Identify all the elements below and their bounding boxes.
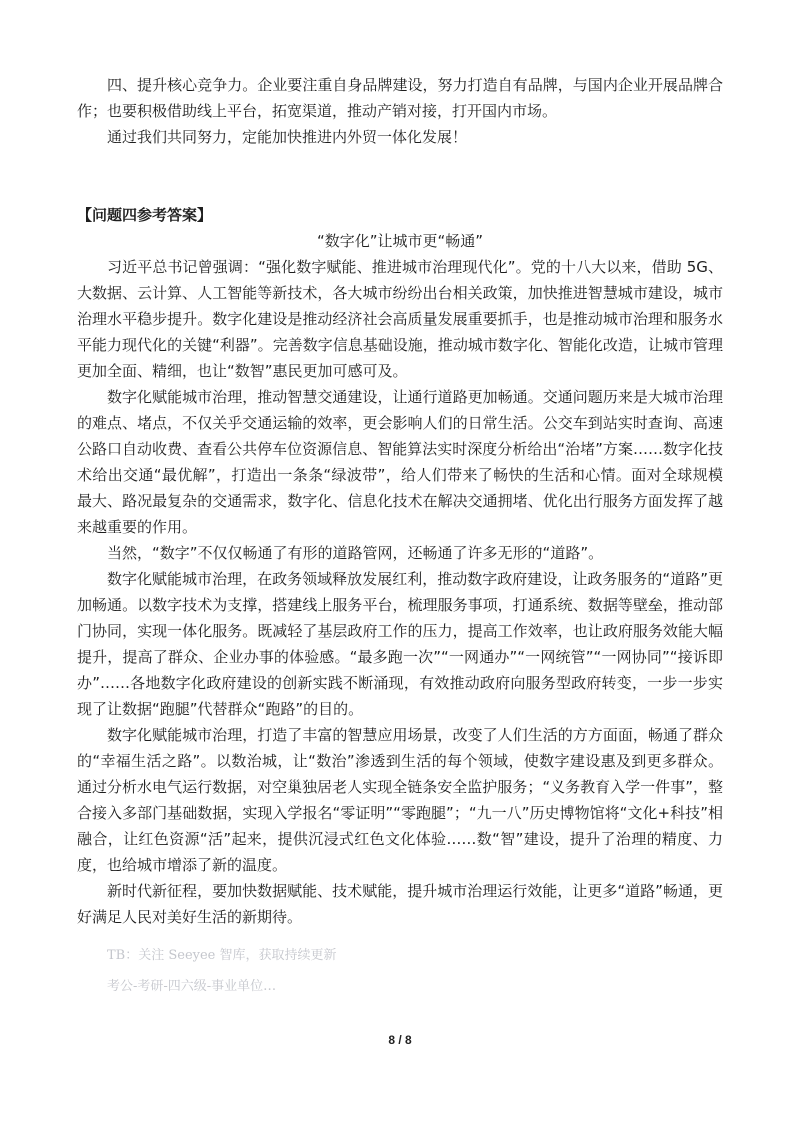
body-paragraph: 新时代新征程，要加快数据赋能、技术赋能，提升城市治理运行效能，让更多“道路”畅通，更好满足人民对美好生活的新期待。	[77, 882, 723, 926]
footer-note: 考公-考研-四六级-事业单位…	[107, 979, 277, 994]
article-title: “数字化”让城市更“畅通”	[316, 232, 484, 250]
intro-paragraph: 四、提升核心竞争力。企业要注重自身品牌建设，努力打造自有品牌，与国内企业开展品牌合作；也要积极借助线上平台，拓宽渠道，推动产销对接，打开国内市场。	[77, 76, 723, 120]
footer-notes	[0, 700, 800, 1000]
page-number: 8 / 8	[388, 1033, 412, 1047]
body-paragraph: 数字化赋能城市治理，推动智慧交通建设，让通行道路更加畅通。交通问题历来是大城市治理的难点、堵点，不仅关乎交通运输的效率，更会影响人们的日常生活。公交车到站实时查询、高速公路口自动收费、查看公共停车位资源信息、智能算法实时深度分析给出“治堵”方案……数字化技术给出交通“最优解”，打造出一条条“绿波带”，给人们带来了畅快的生活和心情。面对全球规模最大、路况最复杂的交通需求，数字化、信息化技术在解决交通拥堵、优化出行服务方面发挥了越来越重要的作用。	[77, 388, 723, 536]
footer-note: TB：关注 Seeyee 智库，获取持续更新	[107, 948, 337, 963]
body-paragraph: 当然，“数字”不仅仅畅通了有形的道路管网，还畅通了许多无形的“道路”。	[107, 544, 604, 562]
spacer	[77, 150, 723, 200]
body-paragraph: 数字化赋能城市治理，打造了丰富的智慧应用场景，改变了人们生活的方方面面，畅通了群众的“幸福生活之路”。以数治城，让“数治”渗透到生活的每个领域，使数字建设惠及到更多群众。通过分析水电气运行数据，对空巢独居老人实现全链条安全监护服务；“义务教育入学一件事”，整合接入多部门基础数据，实现入学报名“零证明”“零跑腿”；“九一八”历史博物馆将“文化+科技”相融合，让红色资源“活”起来，提供沉浸式红色文化体验……数“智”建设，提升了治理的精度、力度，也给城市增添了新的温度。	[77, 726, 723, 874]
section-title: 【问题四参考答案】	[77, 206, 213, 224]
body-paragraph: 数字化赋能城市治理，在政务领域释放发展红利，推动数字政府建设，让政务服务的“道路”更加畅通。以数字技术为支撑，搭建线上服务平台，梳理服务事项，打通系统、数据等壁垒，推动部门协同，实现一体化服务。既减轻了基层政府工作的压力，提高工作效率，也让政府服务效能大幅提升，提高了群众、企业办事的体验感。“最多跑一次”“一网通办”“一网统管”“一网协同”“接诉即办”……各地数字化政府建设的创新实践不断涌现，有效推动政府向服务型政府转变，一步一步实现了让数据“跑腿”代替群众“跑路”的目的。	[77, 570, 723, 718]
intro-paragraph: 通过我们共同努力，定能加快推进内外贸一体化发展！	[107, 128, 468, 146]
body-paragraph: 习近平总书记曾强调：“强化数字赋能、推进城市治理现代化”。党的十八大以来，借助 5G、大数据、云计算、人工智能等新技术，各大城市纷纷出台相关政策，加快推进智慧城市建设，城市治理水平稳步提升。数字化建设是推动经济社会高质量发展重要抓手，也是推动城市治理和服务水平能力现代化的关键“利器”。完善数字信息基础设施，推动城市数字化、智能化改造，让城市管理更加全面、精细，也让“数智”惠民更加可感可及。	[77, 258, 723, 380]
